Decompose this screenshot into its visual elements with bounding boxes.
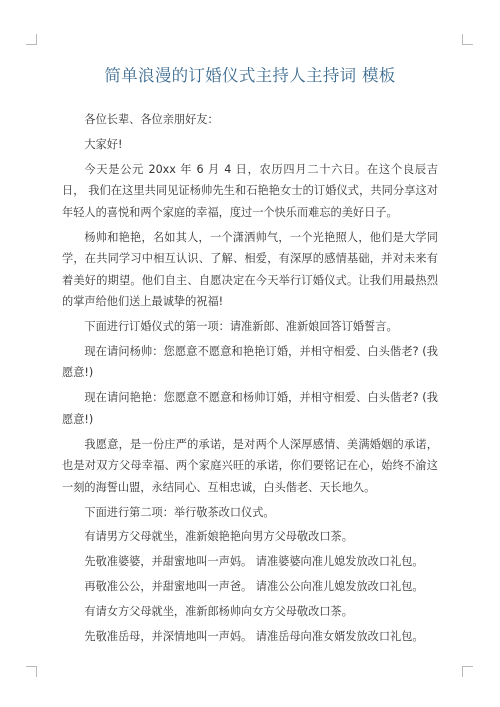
paragraph-couple-intro: 杨帅和艳艳，名如其人，一个潇洒帅气，一个光艳照人，他们是大学同学，在共同学习中相互认识、了解、相爱，有深厚的感情基础，并对未来有着美好的期望。他们自主、自愿决定在今天举行订婚仪式。让我们用最热烈的掌声给他们送上最诚挚的祝福! (62, 230, 438, 309)
corner-mark-bottom-left (26, 666, 37, 677)
corner-mark-top-left (26, 34, 37, 45)
paragraph-hello: 大家好! (84, 137, 123, 151)
paragraph-date-intro: 今天是公元 20xx 年 6 月 4 日，农历四月二十六日。在这个良辰吉日， 我们在这里共同见证杨帅先生和石艳艳女士的订婚仪式，共同分享这对年轻人的喜悦和两个家庭的幸福，度过一个快乐而难忘的美好日子。 (62, 162, 438, 219)
paragraph-mother-in-law: 先敬准婆婆，并甜蜜地叫一声妈。 请准婆婆向准儿媳发放改口礼包。 (84, 555, 424, 569)
paragraph-bride-parents: 有请女方父母就坐，准新郎杨帅向女方父母敬改口茶。 (84, 604, 353, 618)
paragraph-item-two: 下面进行第二项：举行敬茶改口仪式。 (84, 505, 275, 519)
document-body (62, 109, 438, 650)
paragraph-question-groom: 现在请问杨帅：您愿意不愿意和艳艳订婚，并相守相爱、白头偕老? (我愿意!) (62, 344, 438, 380)
document-title: 简单浪漫的订婚仪式主持人主持词 模板 (104, 66, 396, 85)
paragraph-bride-mother: 先敬准岳母，并深情地叫一声妈。 请准岳母向准女婿发放改口礼包。 (84, 629, 424, 643)
paragraph-greeting: 各位长辈、各位亲朋好友： (84, 113, 219, 126)
paragraph-groom-parents: 有请男方父母就坐，准新娘艳艳向男方父母敬改口茶。 (84, 530, 353, 544)
paragraph-question-bride: 现在请问艳艳：您愿意不愿意和杨帅订婚，并相守相爱、白头偕老? (我愿意!) (62, 391, 438, 426)
corner-mark-bottom-right (462, 666, 473, 677)
paragraph-father-in-law: 再敬准公公，并甜蜜地叫一声爸。 请准公公向准儿媳发放改口礼包。 (84, 579, 424, 593)
paragraph-item-one: 下面进行订婚仪式的第一项：请准新郎、准新娘回答订婚誓言。 (84, 320, 398, 334)
corner-mark-top-right (462, 34, 473, 45)
paragraph-promise: 我愿意，是一份庄严的承诺，是对两个人深厚感情、美满婚姻的承诺，也是对双方父母幸福、两个家庭兴旺的承诺，你们要铭记在心，始终不渝这一刻的海誓山盟，永结同心、互相忠诚，白头偕老、天长地久。 (62, 437, 438, 494)
